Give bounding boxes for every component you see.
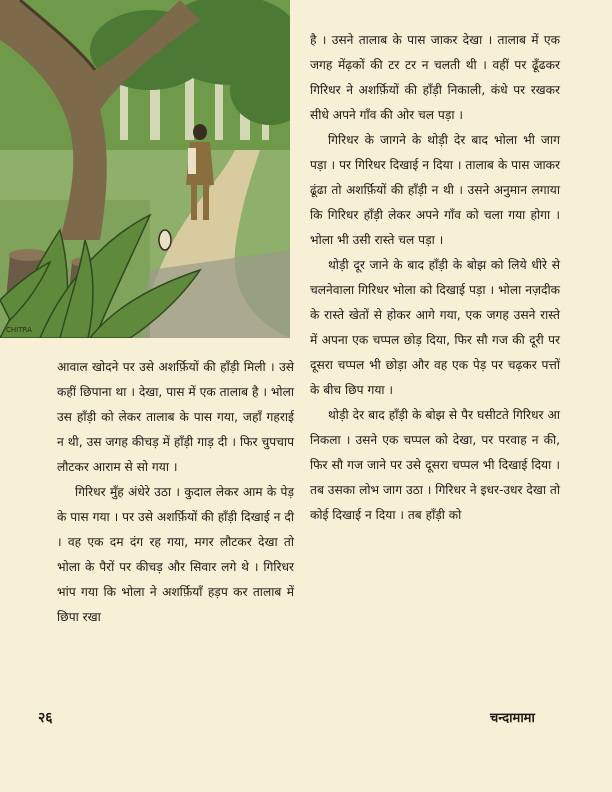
paragraph: थोड़ी दूर जाने के बाद हाँड़ी के बोझ को लिये धीरे से चलनेवाला गिरिधर भोला को दिखाई पड़ा । भोला नज़दीक के रास्ते खेतों से होकर आगे गया, एक जगह उसने रास्ते में अपना एक चप्पल छोड़ दिया, फिर सौ गज की दूरी पर दूसरा चप्पल भी छोड़ा और वह एक पेड़ पर चढ़कर पत्तों के बीच छिप गया । [310, 258, 560, 397]
paragraph: गिरिधर के जागने के थोड़ी देर बाद भोला भी जाग पड़ा । पर गिरिधर दिखाई न दिया । तालाब के पास जाकर ढूंढा तो अशर्फ़ियों की हाँड़ी न थी । उसने अनुमान लगाया कि गिरिधर हाँड़ी लेकर अपने गाँव को चला गया होगा । भोला भी उसी रास्ते चल पड़ा । [310, 133, 560, 247]
left-text-column [57, 355, 294, 630]
magazine-name: चन्दामामा [490, 711, 535, 726]
artist-signature: CHITRA [6, 326, 32, 334]
forest-illustration [0, 0, 290, 338]
right-text-column [310, 28, 560, 528]
forest-scene [0, 0, 290, 338]
paragraph: है । उसने तालाब के पास जाकर देखा । तालाब में एक जगह मेंढ़कों की टर टर न चलती थी । वहीं पर ढूँढकर गिरिधर ने अशर्फ़ियों की हाँड़ी निकाली, कंधे पर रखकर सीधे अपने गाँव की ओर चल पड़ा । [310, 33, 560, 122]
paragraph: गिरिधर मुँह अंधेरे उठा । कुदाल लेकर आम के पेड़ के पास गया । पर उसे अशर्फ़ियों की हाँड़ी दिखाई न दी । वह एक दम दंग रह गया, मगर लौटकर देखा तो भोला के पैरों पर कीचड़ और सिवार लगे थे । गिरिधर भांप गया कि भोला ने अशर्फ़ियाँ हड़प कर तालाब में छिपा रखा [57, 485, 294, 624]
sandal-drawing [159, 230, 171, 250]
paragraph: थोड़ी देर बाद हाँड़ी के बोझ से पैर घसीटते गिरिधर आ निकला । उसने एक चप्पल को देखा, पर परवाह न की, फिर सौ गज जाने पर उसे दूसरा चप्पल भी दिखाई दिया । तब उसका लोभ जाग उठा । गिरिधर ने इधर-उधर देखा तो कोई दिखाई न दिया । तब हाँड़ी को [310, 408, 560, 522]
paragraph: आवाल खोदने पर उसे अशर्फ़ियों की हाँड़ी मिली । उसे कहीं छिपाना था । देखा, पास में एक तालाब है । भोला उस हाँड़ी को लेकर तालाब के पास गया, जहाँ गहराई न थी, उस जगह कीचड़ में हाँड़ी गाड़ दी । फिर चुपचाप लौटकर आराम से सो गया । [57, 360, 294, 474]
page-number: २६ [38, 710, 53, 726]
